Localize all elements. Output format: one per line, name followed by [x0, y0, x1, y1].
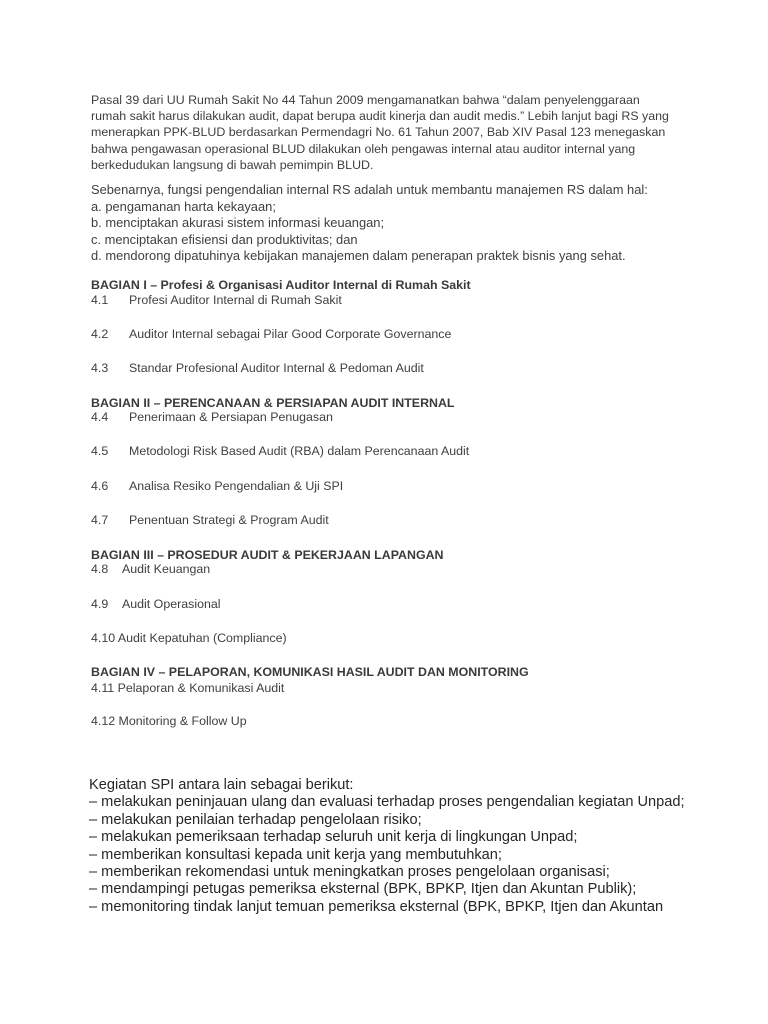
- toc-item: [91, 714, 247, 729]
- activities-line: Kegiatan SPI antara lain sebagai berikut:: [89, 777, 354, 793]
- toc-text: Penentuan Strategi & Program Audit: [129, 513, 329, 527]
- intro-line: bahwa pengawasan operasional BLUD dilakukan oleh pengawas internal atau auditor internal yang: [91, 141, 636, 156]
- toc-text: Standar Profesional Auditor Internal & Pedoman Audit: [129, 361, 424, 375]
- toc-number: 4.2: [91, 327, 109, 341]
- functions-line: c. menciptakan efisiensi dan produktivitas; dan: [91, 231, 358, 247]
- toc-text: Metodologi Risk Based Audit (RBA) dalam Perencanaan Audit: [129, 444, 470, 458]
- toc-text: 4.12 Monitoring & Follow Up: [91, 714, 247, 728]
- toc-text: Audit Operasional: [122, 597, 221, 611]
- section-title: BAGIAN IV – PELAPORAN, KOMUNIKASI HASIL AUDIT DAN MONITORING: [91, 665, 529, 679]
- intro-line: berkedudukan langsung di bawah pemimpin BLUD.: [91, 157, 374, 172]
- intro-line: menerapkan PPK-BLUD berdasarkan Permendagri No. 61 Tahun 2007, Bab XIV Pasal 123 menegaskan: [91, 125, 666, 140]
- activities-line: – memberikan konsultasi kepada unit kerja yang membutuhkan;: [89, 846, 502, 863]
- toc-number: 4.5: [91, 444, 109, 458]
- toc-item: [91, 681, 284, 696]
- toc-item: [91, 410, 333, 425]
- toc-item: [91, 479, 343, 494]
- toc-text: Penerimaan & Persiapan Penugasan: [129, 410, 333, 424]
- toc-number: 4.3: [91, 361, 109, 375]
- toc-text: Audit Keuangan: [122, 562, 211, 576]
- activities-line: – melakukan pemeriksaan terhadap seluruh unit kerja di lingkungan Unpad;: [89, 829, 578, 846]
- toc-text: Auditor Internal sebagai Pilar Good Corporate Governance: [129, 327, 452, 341]
- section-title: BAGIAN I – Profesi & Organisasi Auditor Internal di Rumah Sakit: [91, 278, 471, 292]
- activities-line: – memberikan rekomendasi untuk meningkatkan proses pengelolaan organisasi;: [89, 864, 610, 881]
- toc-number: 4.9: [91, 597, 109, 611]
- toc-number: 4.1: [91, 293, 109, 307]
- toc-text: Profesi Auditor Internal di Rumah Sakit: [129, 293, 342, 307]
- section-title: BAGIAN III – PROSEDUR AUDIT & PEKERJAAN LAPANGAN: [91, 548, 444, 562]
- toc-text: Analisa Resiko Pengendalian & Uji SPI: [129, 479, 344, 493]
- intro-line: Pasal 39 dari UU Rumah Sakit No 44 Tahun 2009 mengamanatkan bahwa “dalam penyelenggaraan: [91, 93, 640, 107]
- activities-line: – melakukan peninjauan ulang dan evaluasi terhadap proses pengendalian kegiatan Unpad;: [89, 794, 685, 811]
- toc-item: [91, 444, 469, 459]
- activities-paragraph: [89, 777, 685, 916]
- section-title: BAGIAN II – PERENCANAAN & PERSIAPAN AUDIT INTERNAL: [91, 396, 455, 410]
- toc-item: [91, 361, 424, 376]
- activities-line: – melakukan penilaian terhadap pengelolaan risiko;: [89, 811, 422, 828]
- toc-item: [91, 293, 342, 308]
- toc-item: [91, 597, 221, 612]
- toc-text: 4.10 Audit Kepatuhan (Compliance): [91, 631, 287, 645]
- toc-number: 4.8: [91, 562, 109, 576]
- toc-item: [91, 562, 210, 577]
- toc-number: 4.7: [91, 513, 109, 527]
- intro-line: rumah sakit harus dilakukan audit, dapat berupa audit kinerja dan audit medis.” Lebih lanjut bagi RS yang: [91, 109, 669, 124]
- toc-item: [91, 631, 287, 646]
- activities-line: – mendampingi petugas pemeriksa eksternal (BPK, BPKP, Itjen dan Akuntan Publik);: [89, 881, 637, 898]
- functions-line: a. pengamanan harta kekayaan;: [91, 198, 276, 214]
- functions-line: Sebenarnya, fungsi pengendalian internal RS adalah untuk membantu manajemen RS dalam hal:: [91, 182, 648, 197]
- functions-paragraph: [91, 182, 648, 265]
- toc-item: [91, 327, 451, 342]
- toc-number: 4.4: [91, 410, 109, 424]
- functions-line: d. mendorong dipatuhinya kebijakan manajemen dalam penerapan praktek bisnis yang sehat.: [91, 248, 626, 264]
- toc-text: 4.11 Pelaporan & Komunikasi Audit: [91, 681, 285, 695]
- activities-line: – memonitoring tindak lanjut temuan pemeriksa eksternal (BPK, BPKP, Itjen dan Akuntan: [89, 898, 664, 915]
- intro-paragraph: [91, 92, 669, 173]
- toc-item: [91, 513, 329, 528]
- functions-line: b. menciptakan akurasi sistem informasi keuangan;: [91, 215, 385, 231]
- toc-number: 4.6: [91, 479, 109, 493]
